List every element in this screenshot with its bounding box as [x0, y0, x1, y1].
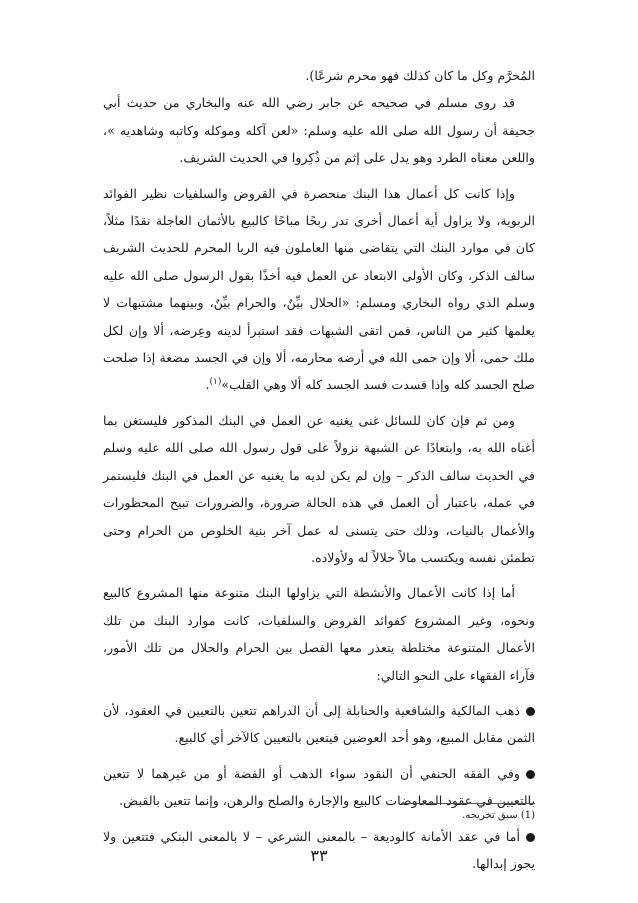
paragraph-hadith-riba: قد روى مسلم في صحيحه عن جابر رضي الله عنه والبخاري من حديث أبي جحيفة أن رسول الله صلى الله عليه وسلم: «لعن آكله وموكله وكاتبه وشاهديه »، واللعن معناه الطرد وهو يدل على إثم من ذُكِروا في الحديث الشريف.	[103, 95, 535, 166]
bullet-dot-icon	[526, 770, 535, 779]
paragraph-bank-loans	[103, 180, 535, 399]
sentence-period: .	[205, 377, 210, 393]
bullet-item	[103, 697, 535, 752]
bullet-text: وفي الفقه الحنفي أن النقود سواء الذهب أو الفضة أو من غيرهما لا تتعين بالتعيين في عقود المعاوضات كالبيع والإجارة والصلح والرهن، وإنما تتعين بالقبض.	[103, 765, 535, 809]
bullet-text: ذهب المالكية والشافعية والحنابلة إلى أن الدراهم تتعين بالتعيين في العقود، لأن الثمن مقابل المبيع، وهو أحد العوضين فيتعين بالتعيين كالآخر أي كالبيع.	[103, 702, 535, 746]
bullet-text: أما في عقد الأمانة كالوديعة – بالمعنى الشرعي – لا بالمعنى البنكي فتتعين ولا يجوز إبدالها.	[103, 828, 535, 871]
footnote-text: سبق تخريجه.	[462, 810, 518, 821]
footnote	[103, 808, 535, 824]
footnote-divider	[401, 803, 535, 804]
bullet-item	[103, 760, 535, 815]
bullet-dot-icon	[526, 833, 535, 842]
page-number: ٣٣	[310, 846, 328, 865]
paragraph-opening: المُحرَّم وكل ما كان كذلك فهو محرم شرعًا).	[305, 68, 535, 83]
document-body	[103, 62, 535, 877]
footnote-reference: (١)	[209, 377, 222, 388]
paragraph-mixed-activities: أما إذا كانت الأعمال والأنشطة التي يزاولها البنك متنوعة منها المشروع كالبيع ونحوه، وغير المشروع كفوائد القروض والسلفيات، كانت موارد البنك من تلك الأعمال المتنوعة مختلطة يتعذر معها الفصل بين الحرام والحلال من تلك الأمور، فآراء الفقهاء على النحو التالي:	[103, 585, 535, 683]
bullet-dot-icon	[526, 707, 535, 716]
footnote-marker: (1)	[520, 810, 535, 821]
paragraph-need-for-work: ومن ثم فإن كان للسائل غنى يغنيه عن العمل في البنك المذكور فليستغن بما أغناه الله به، وابتعادًا عن الشبهة نزولاً على قول رسول الله صلى الله عليه وسلم في الحديث سالف الذكر – وإن لم يكن لديه ما يغنيه عن العمل في البنك فليستمر في عمله، باعتبار أن العمل في هذه الحالة ضرورة، والضرورات تبيح المحظورات والأعمال بالنيات، وذلك حتى يتسنى له عمل آخر بنية الخلوص من الحرام وحتى تطمئن نفسه ويكتسب مالاً حلالاً له ولأولاده.	[103, 412, 535, 565]
paragraph-bank-loans-text: وإذا كانت كل أعمال هذا البنك منحصرة في القروض والسلفيات نظير الفوائد الربوية، ولا يزاول أية أعمال أخرى تدر ربحًا مباحًا كالبيع بالأثمان العاجلة نقدًا مثلاً، كان في موارد البنك التي يتقاضى منها العاملون فيه الربا المحرم للحديث الشريف سالف الذكر، وكان الأولى الابتعاد عن العمل فيه أخذًا بقول الرسول صلى الله عليه وسلم الذي رواه البخاري ومسلم: «الحلال بيِّنٌ، والحرام بيِّنٌ، وبينهما مشتبهات لا يعلمها كثير من الناس، فمن اتقى الشبهات فقد استبرأ لدينه وعِرضه، ألا وإن لكل ملك حمى، ألا وإن حمى الله في أرضه محارمه، ألا وإن في الجسد مضغة إذا صلحت صلح الجسد كله وإذا فسدت فسد الجسد كله ألا وهي القلب»	[103, 185, 535, 393]
